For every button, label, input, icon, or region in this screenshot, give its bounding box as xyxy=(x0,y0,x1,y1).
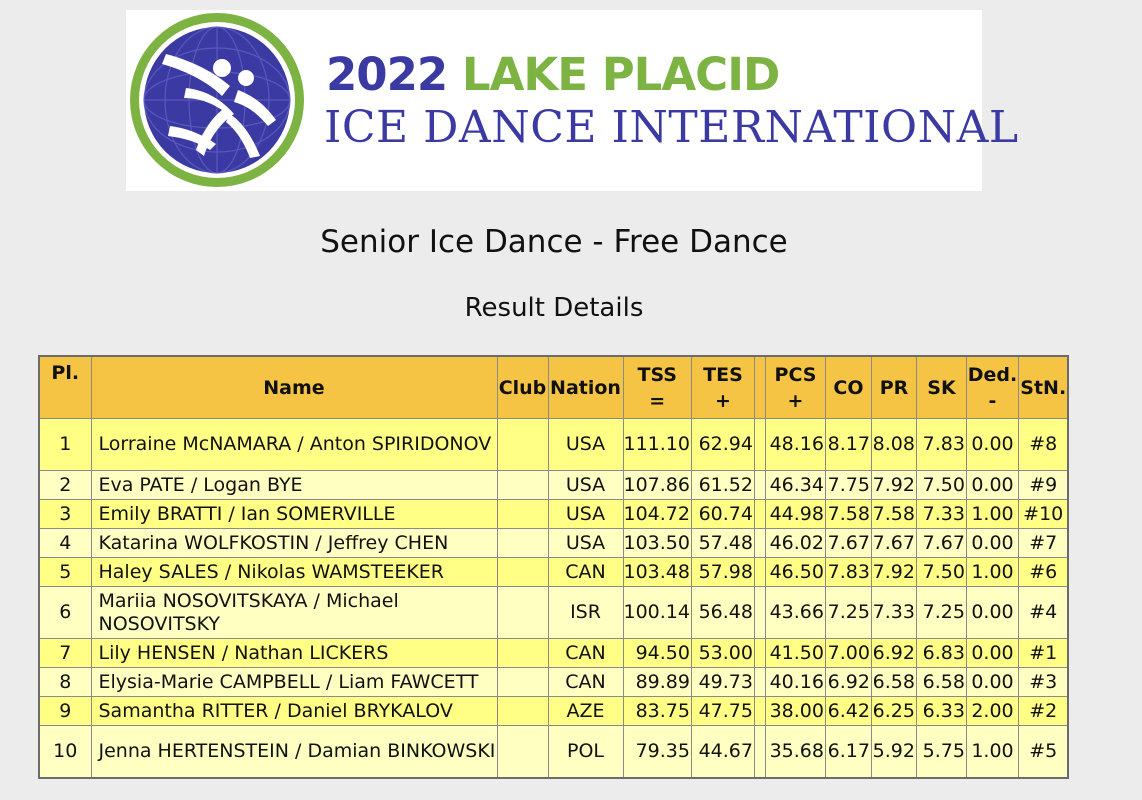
ded-cell: 0.00 xyxy=(966,668,1018,697)
name-cell: Eva PATE / Logan BYE xyxy=(91,471,497,500)
co-cell: 7.00 xyxy=(825,639,871,668)
table-row xyxy=(39,668,1068,697)
table-row xyxy=(39,639,1068,668)
nation-cell: CAN xyxy=(548,558,623,587)
tss-cell: 104.72 xyxy=(623,500,691,529)
table-row xyxy=(39,500,1068,529)
stn-cell: #4 xyxy=(1018,587,1068,639)
pcs-cell: 46.02 xyxy=(765,529,825,558)
co-cell: 7.83 xyxy=(825,558,871,587)
skaters-logo-icon xyxy=(126,10,308,191)
tss-label: TSS xyxy=(637,363,677,386)
ded-cell: 0.00 xyxy=(966,529,1018,558)
spacer-cell xyxy=(754,668,765,697)
ded-cell: 0.00 xyxy=(966,639,1018,668)
banner-event-name: ICE DANCE INTERNATIONAL xyxy=(324,102,1019,153)
tss-cell: 111.10 xyxy=(623,419,691,471)
table-row xyxy=(39,697,1068,726)
pcs-cell: 46.50 xyxy=(765,558,825,587)
pcs-sign: + xyxy=(787,389,804,412)
table-row xyxy=(39,587,1068,639)
pr-cell: 7.33 xyxy=(871,587,916,639)
sk-cell: 5.75 xyxy=(916,726,966,779)
ded-label: Ded. xyxy=(967,363,1018,386)
nation-cell: USA xyxy=(548,500,623,529)
place-cell: 10 xyxy=(39,726,91,779)
ded-cell: 1.00 xyxy=(966,558,1018,587)
spacer-cell xyxy=(754,697,765,726)
sk-cell: 6.33 xyxy=(916,697,966,726)
tes-cell: 60.74 xyxy=(691,500,754,529)
stn-cell: #6 xyxy=(1018,558,1068,587)
stn-cell: #1 xyxy=(1018,639,1068,668)
pcs-cell: 35.68 xyxy=(765,726,825,779)
spacer-cell xyxy=(754,419,765,471)
stn-cell: #10 xyxy=(1018,500,1068,529)
stn-cell: #9 xyxy=(1018,471,1068,500)
tss-cell: 107.86 xyxy=(623,471,691,500)
pcs-cell: 46.34 xyxy=(765,471,825,500)
club-cell xyxy=(497,529,548,558)
col-header-stn: StN. xyxy=(1018,356,1068,419)
ded-cell: 0.00 xyxy=(966,419,1018,471)
place-cell: 4 xyxy=(39,529,91,558)
name-cell: Samantha RITTER / Daniel BRYKALOV xyxy=(91,697,497,726)
col-header-co: CO xyxy=(825,356,871,419)
tes-cell: 44.67 xyxy=(691,726,754,779)
name-cell: Elysia-Marie CAMPBELL / Liam FAWCETT xyxy=(91,668,497,697)
table-row xyxy=(39,558,1068,587)
pr-cell: 6.25 xyxy=(871,697,916,726)
pcs-cell: 40.16 xyxy=(765,668,825,697)
tss-cell: 79.35 xyxy=(623,726,691,779)
col-header-nation: Nation xyxy=(548,356,623,419)
tss-cell: 89.89 xyxy=(623,668,691,697)
stn-cell: #2 xyxy=(1018,697,1068,726)
co-cell: 7.25 xyxy=(825,587,871,639)
pr-cell: 5.92 xyxy=(871,726,916,779)
name-cell: Katarina WOLFKOSTIN / Jeffrey CHEN xyxy=(91,529,497,558)
ded-cell: 0.00 xyxy=(966,587,1018,639)
place-cell: 8 xyxy=(39,668,91,697)
club-cell xyxy=(497,500,548,529)
col-header-sk: SK xyxy=(916,356,966,419)
tes-cell: 62.94 xyxy=(691,419,754,471)
stn-cell: #5 xyxy=(1018,726,1068,779)
co-cell: 7.75 xyxy=(825,471,871,500)
pr-cell: 6.92 xyxy=(871,639,916,668)
table-header-row xyxy=(39,356,1068,419)
tes-cell: 61.52 xyxy=(691,471,754,500)
pcs-label: PCS xyxy=(774,363,817,386)
tes-sign: + xyxy=(715,389,731,412)
name-cell: Haley SALES / Nikolas WAMSTEEKER xyxy=(91,558,497,587)
col-header-ded xyxy=(966,356,1018,419)
col-header-tes xyxy=(691,356,754,419)
co-cell: 7.58 xyxy=(825,500,871,529)
col-header-pr: PR xyxy=(871,356,916,419)
co-cell: 8.17 xyxy=(825,419,871,471)
tes-cell: 57.48 xyxy=(691,529,754,558)
pcs-cell: 43.66 xyxy=(765,587,825,639)
name-cell: Jenna HERTENSTEIN / Damian BINKOWSKI xyxy=(91,726,497,779)
name-cell: Emily BRATTI / Ian SOMERVILLE xyxy=(91,500,497,529)
tes-cell: 56.48 xyxy=(691,587,754,639)
stn-cell: #7 xyxy=(1018,529,1068,558)
event-title: Senior Ice Dance - Free Dance xyxy=(320,224,788,260)
tes-cell: 47.75 xyxy=(691,697,754,726)
event-banner xyxy=(126,10,1019,191)
pcs-cell: 44.98 xyxy=(765,500,825,529)
sk-cell: 6.58 xyxy=(916,668,966,697)
ded-cell: 0.00 xyxy=(966,471,1018,500)
co-cell: 6.92 xyxy=(825,668,871,697)
spacer-cell xyxy=(754,639,765,668)
nation-cell: POL xyxy=(548,726,623,779)
ded-cell: 2.00 xyxy=(966,697,1018,726)
table-row xyxy=(39,529,1068,558)
nation-cell: ISR xyxy=(548,587,623,639)
nation-cell: USA xyxy=(548,419,623,471)
place-cell: 9 xyxy=(39,697,91,726)
stn-cell: #8 xyxy=(1018,419,1068,471)
col-header-name: Name xyxy=(91,356,497,419)
club-cell xyxy=(497,697,548,726)
name-cell: Mariia NOSOVITSKAYA / Michael NOSOVITSKY xyxy=(91,587,497,639)
col-header-tss xyxy=(623,356,691,419)
ded-sign: - xyxy=(988,389,997,412)
nation-cell: USA xyxy=(548,529,623,558)
place-cell: 1 xyxy=(39,419,91,471)
ded-cell: 1.00 xyxy=(966,500,1018,529)
sk-cell: 7.25 xyxy=(916,587,966,639)
name-cell: Lily HENSEN / Nathan LICKERS xyxy=(91,639,497,668)
col-header-spacer xyxy=(754,356,765,419)
co-cell: 6.17 xyxy=(825,726,871,779)
sk-cell: 7.67 xyxy=(916,529,966,558)
banner-year: 2022 xyxy=(326,48,448,101)
pr-cell: 7.92 xyxy=(871,558,916,587)
pr-cell: 8.08 xyxy=(871,419,916,471)
club-cell xyxy=(497,668,548,697)
tss-cell: 103.50 xyxy=(623,529,691,558)
tss-cell: 83.75 xyxy=(623,697,691,726)
place-cell: 2 xyxy=(39,471,91,500)
co-cell: 6.42 xyxy=(825,697,871,726)
tss-cell: 94.50 xyxy=(623,639,691,668)
spacer-cell xyxy=(754,471,765,500)
name-cell: Lorraine McNAMARA / Anton SPIRIDONOV xyxy=(91,419,497,471)
tss-sign: = xyxy=(649,389,666,412)
place-cell: 5 xyxy=(39,558,91,587)
sk-cell: 7.33 xyxy=(916,500,966,529)
pr-cell: 7.67 xyxy=(871,529,916,558)
banner-place: LAKE PLACID xyxy=(461,48,780,101)
col-header-place: Pl. xyxy=(39,356,91,419)
table-row xyxy=(39,419,1068,471)
place-cell: 3 xyxy=(39,500,91,529)
club-cell xyxy=(497,726,548,779)
club-cell xyxy=(497,558,548,587)
tss-cell: 103.48 xyxy=(623,558,691,587)
tes-cell: 57.98 xyxy=(691,558,754,587)
pcs-cell: 38.00 xyxy=(765,697,825,726)
club-cell xyxy=(497,639,548,668)
place-cell: 6 xyxy=(39,587,91,639)
nation-cell: AZE xyxy=(548,697,623,726)
pcs-cell: 48.16 xyxy=(765,419,825,471)
tes-cell: 53.00 xyxy=(691,639,754,668)
pr-cell: 7.58 xyxy=(871,500,916,529)
nation-cell: CAN xyxy=(548,639,623,668)
ded-cell: 1.00 xyxy=(966,726,1018,779)
sk-cell: 7.83 xyxy=(916,419,966,471)
results-table xyxy=(38,355,1069,779)
nation-cell: CAN xyxy=(548,668,623,697)
pr-cell: 6.58 xyxy=(871,668,916,697)
stn-cell: #3 xyxy=(1018,668,1068,697)
club-cell xyxy=(497,419,548,471)
sk-cell: 7.50 xyxy=(916,471,966,500)
col-header-pcs xyxy=(765,356,825,419)
spacer-cell xyxy=(754,587,765,639)
nation-cell: USA xyxy=(548,471,623,500)
spacer-cell xyxy=(754,558,765,587)
spacer-cell xyxy=(754,500,765,529)
club-cell xyxy=(497,471,548,500)
sk-cell: 7.50 xyxy=(916,558,966,587)
club-cell xyxy=(497,587,548,639)
table-row xyxy=(39,471,1068,500)
pr-cell: 7.92 xyxy=(871,471,916,500)
sk-cell: 6.83 xyxy=(916,639,966,668)
co-cell: 7.67 xyxy=(825,529,871,558)
spacer-cell xyxy=(754,529,765,558)
tes-label: TES xyxy=(703,363,743,386)
table-row xyxy=(39,726,1068,779)
page-subtitle: Result Details xyxy=(464,293,644,323)
place-cell: 7 xyxy=(39,639,91,668)
banner-headline xyxy=(326,48,780,101)
col-header-club: Club xyxy=(497,356,548,419)
tss-cell: 100.14 xyxy=(623,587,691,639)
tes-cell: 49.73 xyxy=(691,668,754,697)
spacer-cell xyxy=(754,726,765,779)
pcs-cell: 41.50 xyxy=(765,639,825,668)
